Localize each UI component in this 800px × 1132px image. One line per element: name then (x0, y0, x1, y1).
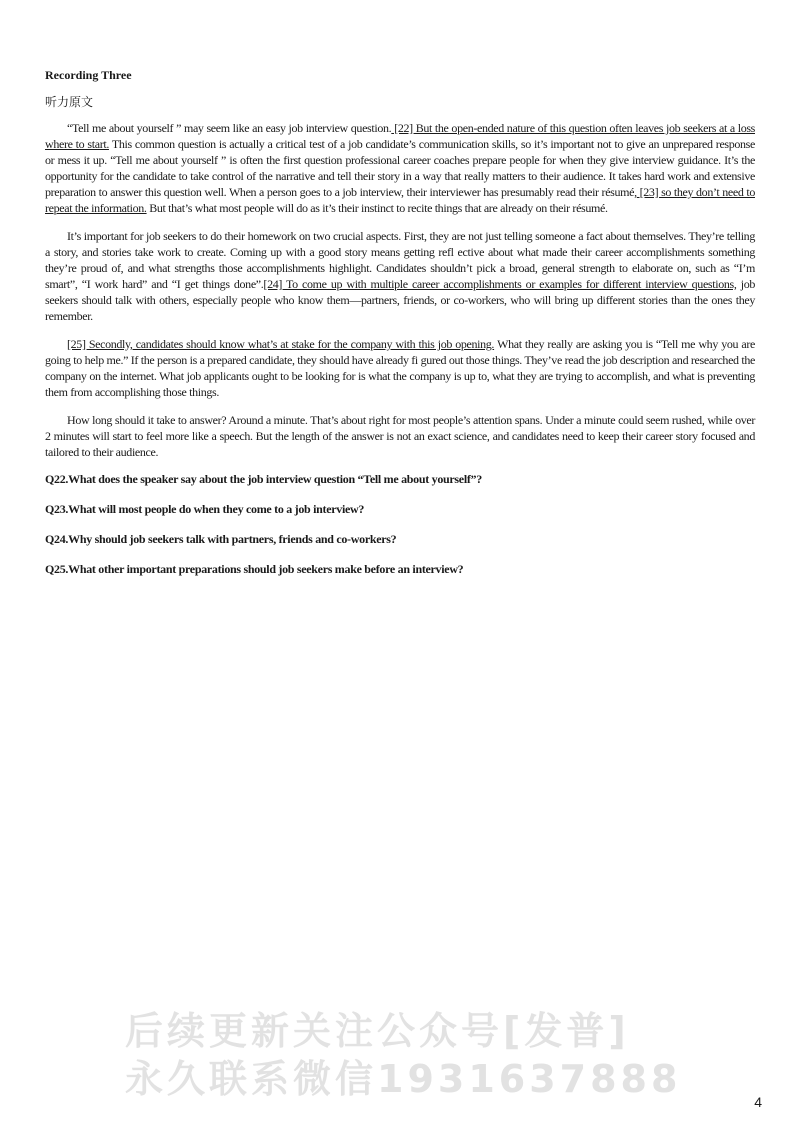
answer-25-underline: [25] Secondly, candidates should know what’s at stake for the company with this job opening. (67, 337, 495, 351)
answer-22-underline: [22] But the open-ended nature of this question often leaves job seekers at a loss where to start. (45, 121, 755, 151)
document-page (45, 60, 755, 592)
para2-text-2: job seekers should talk with others, especially people who know them—partners, friends, or co-workers, who will bring up different stories than the ones they remember. (45, 277, 755, 323)
para4-text-1: How long should it take to answer? Around a minute. That’s about right for most people’s attention spans. Under a minute could seem rushed, while over 2 minutes will start to feel more like a speech. But the length of the answer is not an exact science, and candidates need to keep their career story focused and tailored to their audience. (45, 413, 755, 459)
paragraph-4 (45, 412, 755, 460)
question-24: Q24.Why should job seekers talk with partners, friends and co-workers? (45, 532, 397, 546)
para1-text-1: “Tell me about yourself ” may seem like an easy job interview question. (67, 121, 392, 135)
section-heading: Recording Three (45, 68, 132, 82)
para1-text-3: But that’s what most people will do as it’s their instinct to recite things that are already on their résumé. (146, 201, 608, 215)
paragraph-1 (45, 120, 755, 216)
question-23: Q23.What will most people do when they come to a job interview? (45, 502, 365, 516)
answer-24-underline: [24] To come up with multiple career accomplishments or examples for different interview questions, (263, 277, 737, 291)
page-number: 4 (754, 1094, 762, 1110)
para2-text-1: It’s important for job seekers to do their homework on two crucial aspects. First, they are not just telling someone a fact about themselves. They’re telling a story, and stories take work to create. Coming up with a good story means getting refl ective about what made their career accomplishments something they’re proud of, and what strengths those accomplishments highlight. Candidates shouldn’t pick a broad, general strength to elaborate on, such as “I’m smart”, “I work hard” and “I get things done”. (45, 229, 755, 291)
paragraph-3 (45, 336, 755, 400)
question-22: Q22.What does the speaker say about the job interview question “Tell me about yourself”? (45, 472, 482, 486)
para1-text-2: This common question is actually a critical test of a job candidate’s communication skills, so it’s important not to give an unprepared response or mess it up. “Tell me about yourself ” is often the first question professional career coaches prepare people for when they give interview guidance. It’s the opportunity for the candidate to take control of the narrative and tell their story in a way that really matters to their audience. It takes hard work and extensive preparation to answer this question well. When a person goes to a job interview, their interviewer has presumably read their résumé, (45, 137, 755, 199)
answer-23-underline: [23] so they don’t need to repeat the information. (45, 185, 755, 215)
section-subheading: 听力原文 (45, 95, 94, 109)
watermark-line-2: 永久联系微信1931637888 (125, 1057, 682, 1101)
watermark-line-1: 后续更新关注公众号[发普] (125, 1009, 630, 1053)
question-25: Q25.What other important preparations should job seekers make before an interview? (45, 562, 464, 576)
para3-text-1: What they really are asking you is “Tell me why you are going to help me.” If the person is a prepared candidate, they should have already fi gured out those things. They’ve read the job description and researched the company on the internet. What job applicants ought to be looking for is what the company is up to, what they are trying to accomplish, and what is preventing them from accomplishing those things. (45, 337, 755, 399)
paragraph-2 (45, 228, 755, 324)
